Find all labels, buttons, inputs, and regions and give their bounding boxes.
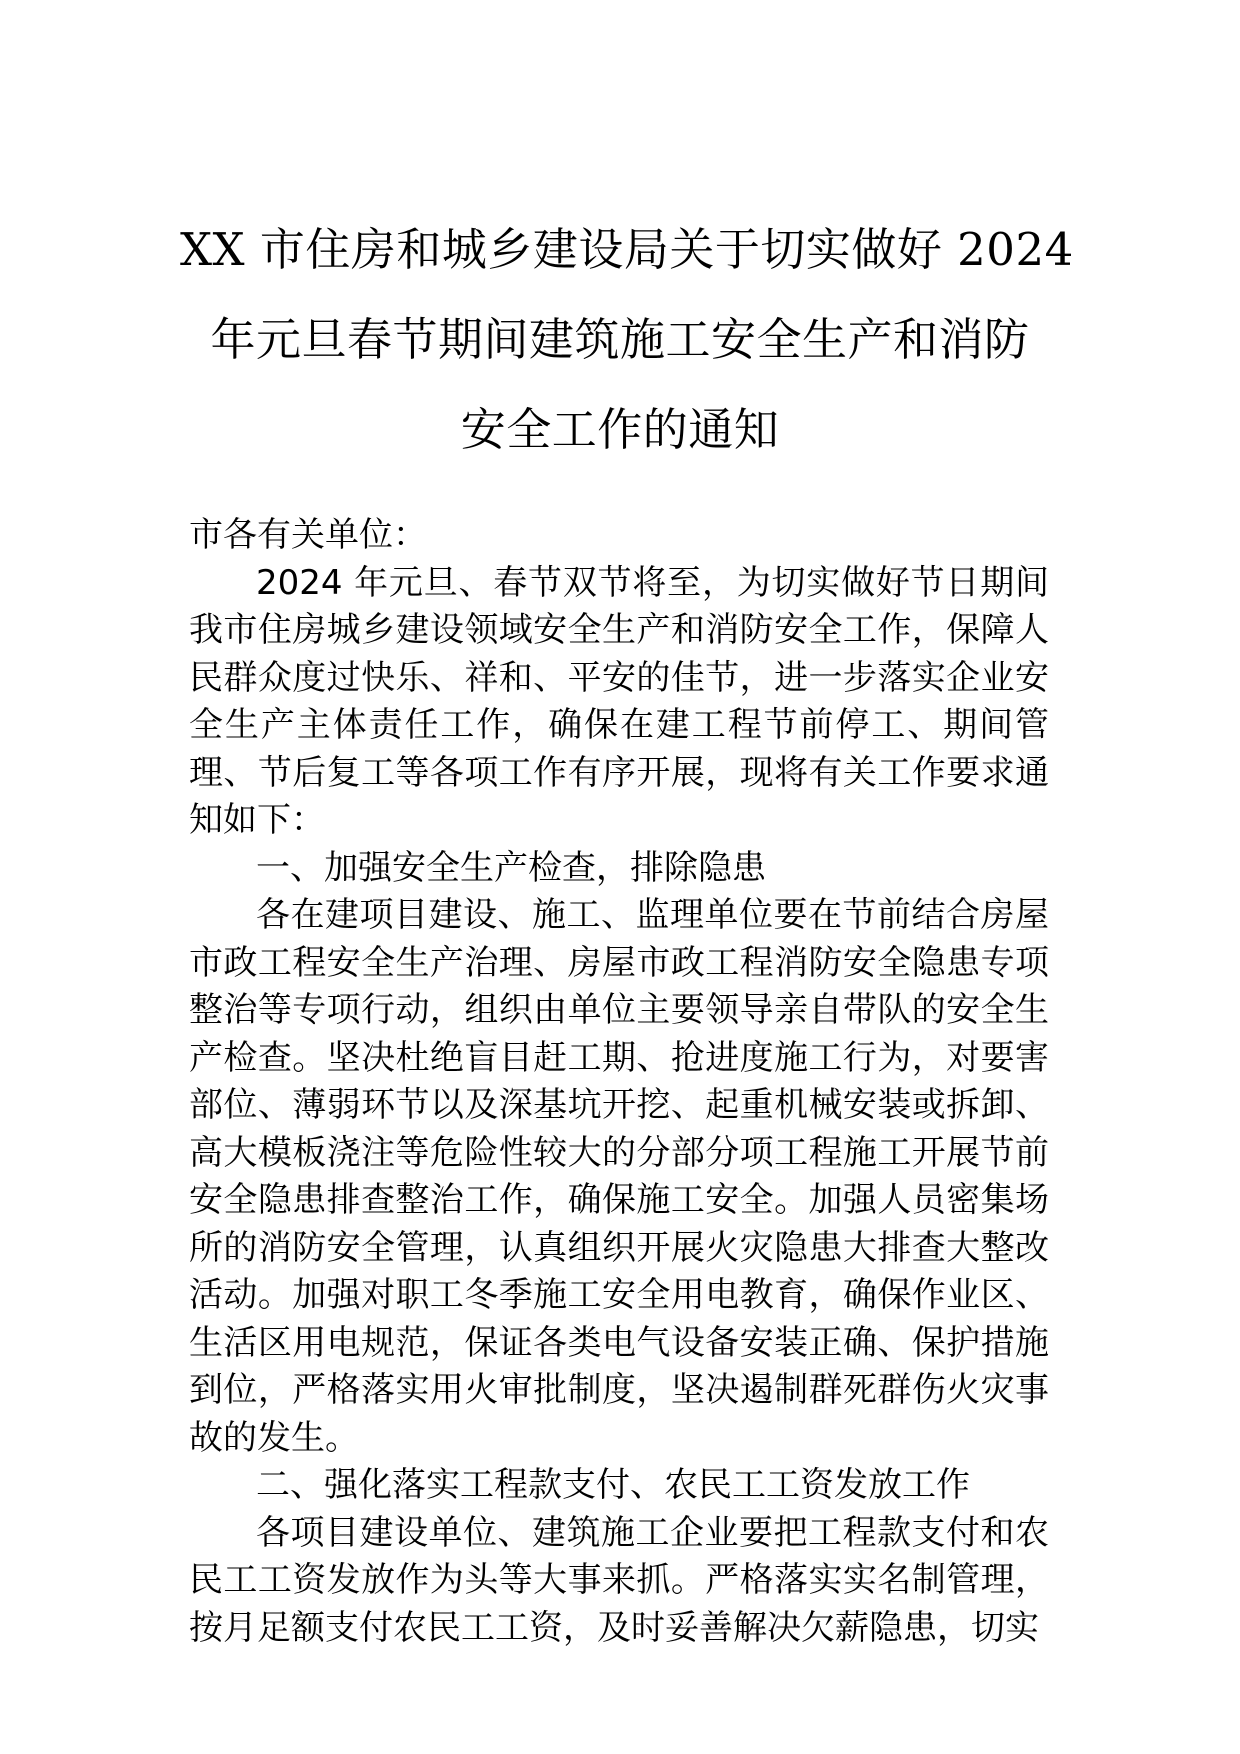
document-title bbox=[180, 205, 1074, 475]
salutation: 市各有关单位： bbox=[189, 515, 427, 555]
section-body-1: 各在建项目建设、施工、监理单位要在节前结合房屋市政工程安全生产治理、房屋市政工程消防安全隐患专项整治等专项行动，组织由单位主要领导亲自带队的安全生产检查。坚决杜绝盲目赶工期、抢进度施工行为，对要害部位、薄弱环节以及深基坑开挖、起重机械安装或拆卸、高大模板浇注等危险性较大的分部分项工程施工开展节前安全隐患排查整治工作，确保施工安全。加强人员密集场所的消防安全管理，认真组织开展火灾隐患大排查大整改活动。加强对职工冬季施工安全用电教育，确保作业区、生活区用电规范，保证各类电气设备安装正确、保护措施到位，严格落实用火审批制度，坚决遏制群死群伤火灾事故的发生。 bbox=[189, 895, 1049, 1458]
title-line-1: XX 市住房和城乡建设局关于切实做好 2024 bbox=[180, 223, 1074, 276]
document-body bbox=[189, 512, 1049, 1652]
intro-paragraph: 2024 年元旦、春节双节将至，为切实做好节日期间我市住房城乡建设领域安全生产和消防安全工作，保障人民群众度过快乐、祥和、平安的佳节，进一步落实企业安全生产主体责任工作，确保在建工程节前停工、期间管理、节后复工等各项工作有序开展，现将有关工作要求通知如下： bbox=[189, 562, 1049, 840]
section-heading-2: 二、强化落实工程款支付、农民工工资发放工作 bbox=[256, 1465, 970, 1505]
title-line-3: 安全工作的通知 bbox=[460, 403, 780, 456]
section-body-2: 各项目建设单位、建筑施工企业要把工程款支付和农民工工资发放作为头等大事来抓。严格落实实名制管理，按月足额支付农民工工资，及时妥善解决欠薪隐患，切实 bbox=[189, 1512, 1049, 1648]
title-line-2: 年元旦春节期间建筑施工安全生产和消防 bbox=[210, 313, 1030, 366]
section-heading-1: 一、加强安全生产检查，排除隐患 bbox=[256, 847, 766, 888]
